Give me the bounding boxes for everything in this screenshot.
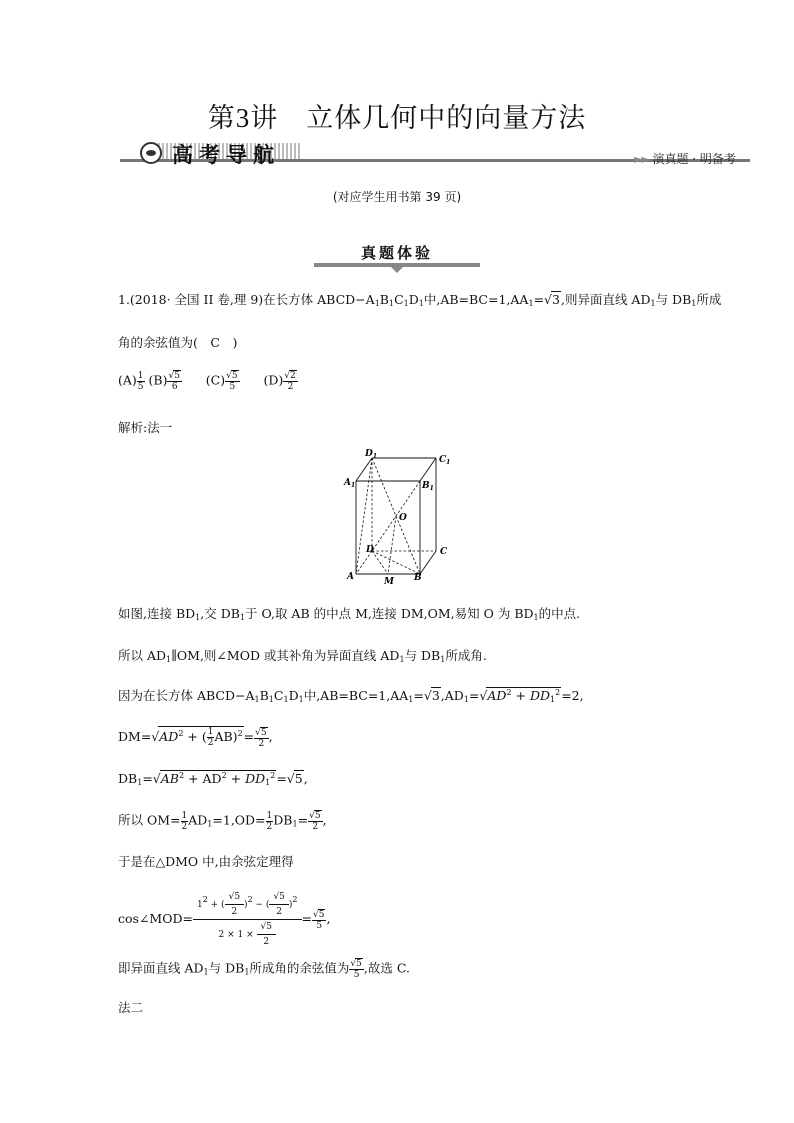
label-B: B [414,573,422,583]
problem-options: (A) $\frac{1}{5}$ (B) $\frac{√5}{6}$ (C) $\frac{√5}{5}$ (D) $\frac{√2}{2}$ [118,370,296,392]
page-title: 第3讲 立体几何中的向量方法 [207,103,587,134]
solution-line-5: $DB_1=√AB^2 + AD^2 + DD_1^2=√5$, [118,771,308,787]
solution-line-7: 于是在△DMO 中,由余弦定理得 [118,854,294,869]
cuboid-figure [340,448,460,588]
solution-line-8: cos∠MOD= 12 + ( $\frac{√5}{2}$ )2 − ( $\frac{√5}{2}$ )2 2 × 1 × $\frac{√5}{2}$ = $\frac{√5}{5}$ , [118,892,331,947]
problem-stem-line2: 角的余弦值为( C ) [118,335,238,350]
solution-method-2-label: 法二 [118,1000,144,1015]
label-C1: $C_1$ [439,455,451,466]
label-A1: $A_1$ [344,478,356,489]
label-D1: $D_1$ [365,449,377,460]
solution-line-9: 即异面直线 $AD_1$与 $DB_1$所成角的余弦值为 $\frac{√5}{5}$ ,故选 C. [118,959,410,980]
label-M: M [384,577,394,587]
banner-title: 高考导航 [172,143,280,167]
solution-line-1: 如图,连接 $BD_1$,交 $DB_1$于 O,取 AB 的中点 M,连接 DM,OM,易知 O 为 $BD_1$的中点. [118,606,581,622]
label-B1: $B_1$ [422,481,434,492]
problem-stem: 1.(2018· 全国 II 卷,理 9)在长方体 $ABCD-A_1B_1C_1D_1$中$,AB=BC=1,AA_1=√3$,则异面直线 $AD_1$与 $DB_1$所成 [118,292,722,308]
banner-subtitle: ►► 演真题 · 明备考 [634,152,736,166]
double-arrow-icon: ►► [634,152,649,166]
solution-line-3: 因为在长方体 $ABCD-A_1B_1C_1D_1$中$,AB=BC=1,AA_1=√3,AD_1=√AD^2 + DD_1^2=2$, [118,688,584,704]
solution-line-4: $DM=√AD^2$ + ( $\frac{1}{2}$ AB)$^2$= $\frac{√5}{2}$ , [118,727,273,749]
label-D: D [366,545,374,555]
eye-circle-icon [140,142,162,164]
label-C: C [440,547,448,557]
solution-label: 解析:法一 [118,420,173,435]
label-A: A [347,572,354,582]
section-triangle-icon [391,267,403,273]
section-heading: 真题体验 [360,244,433,262]
solution-line-2: 所以 $AD_1\parallel OM$,则∠MOD 或其补角为异面直线 $AD_1$与 $DB_1$所成角. [118,648,487,664]
page-reference: (对应学生用书第 39 页) [332,190,462,204]
label-O: O [399,513,407,523]
solution-line-6: 所以 OM= $\frac{1}{2}$ $AD_1=1,OD=$ $\frac{1}{2}$ $DB_1=$ $\frac{√5}{2}$ , [118,810,327,832]
